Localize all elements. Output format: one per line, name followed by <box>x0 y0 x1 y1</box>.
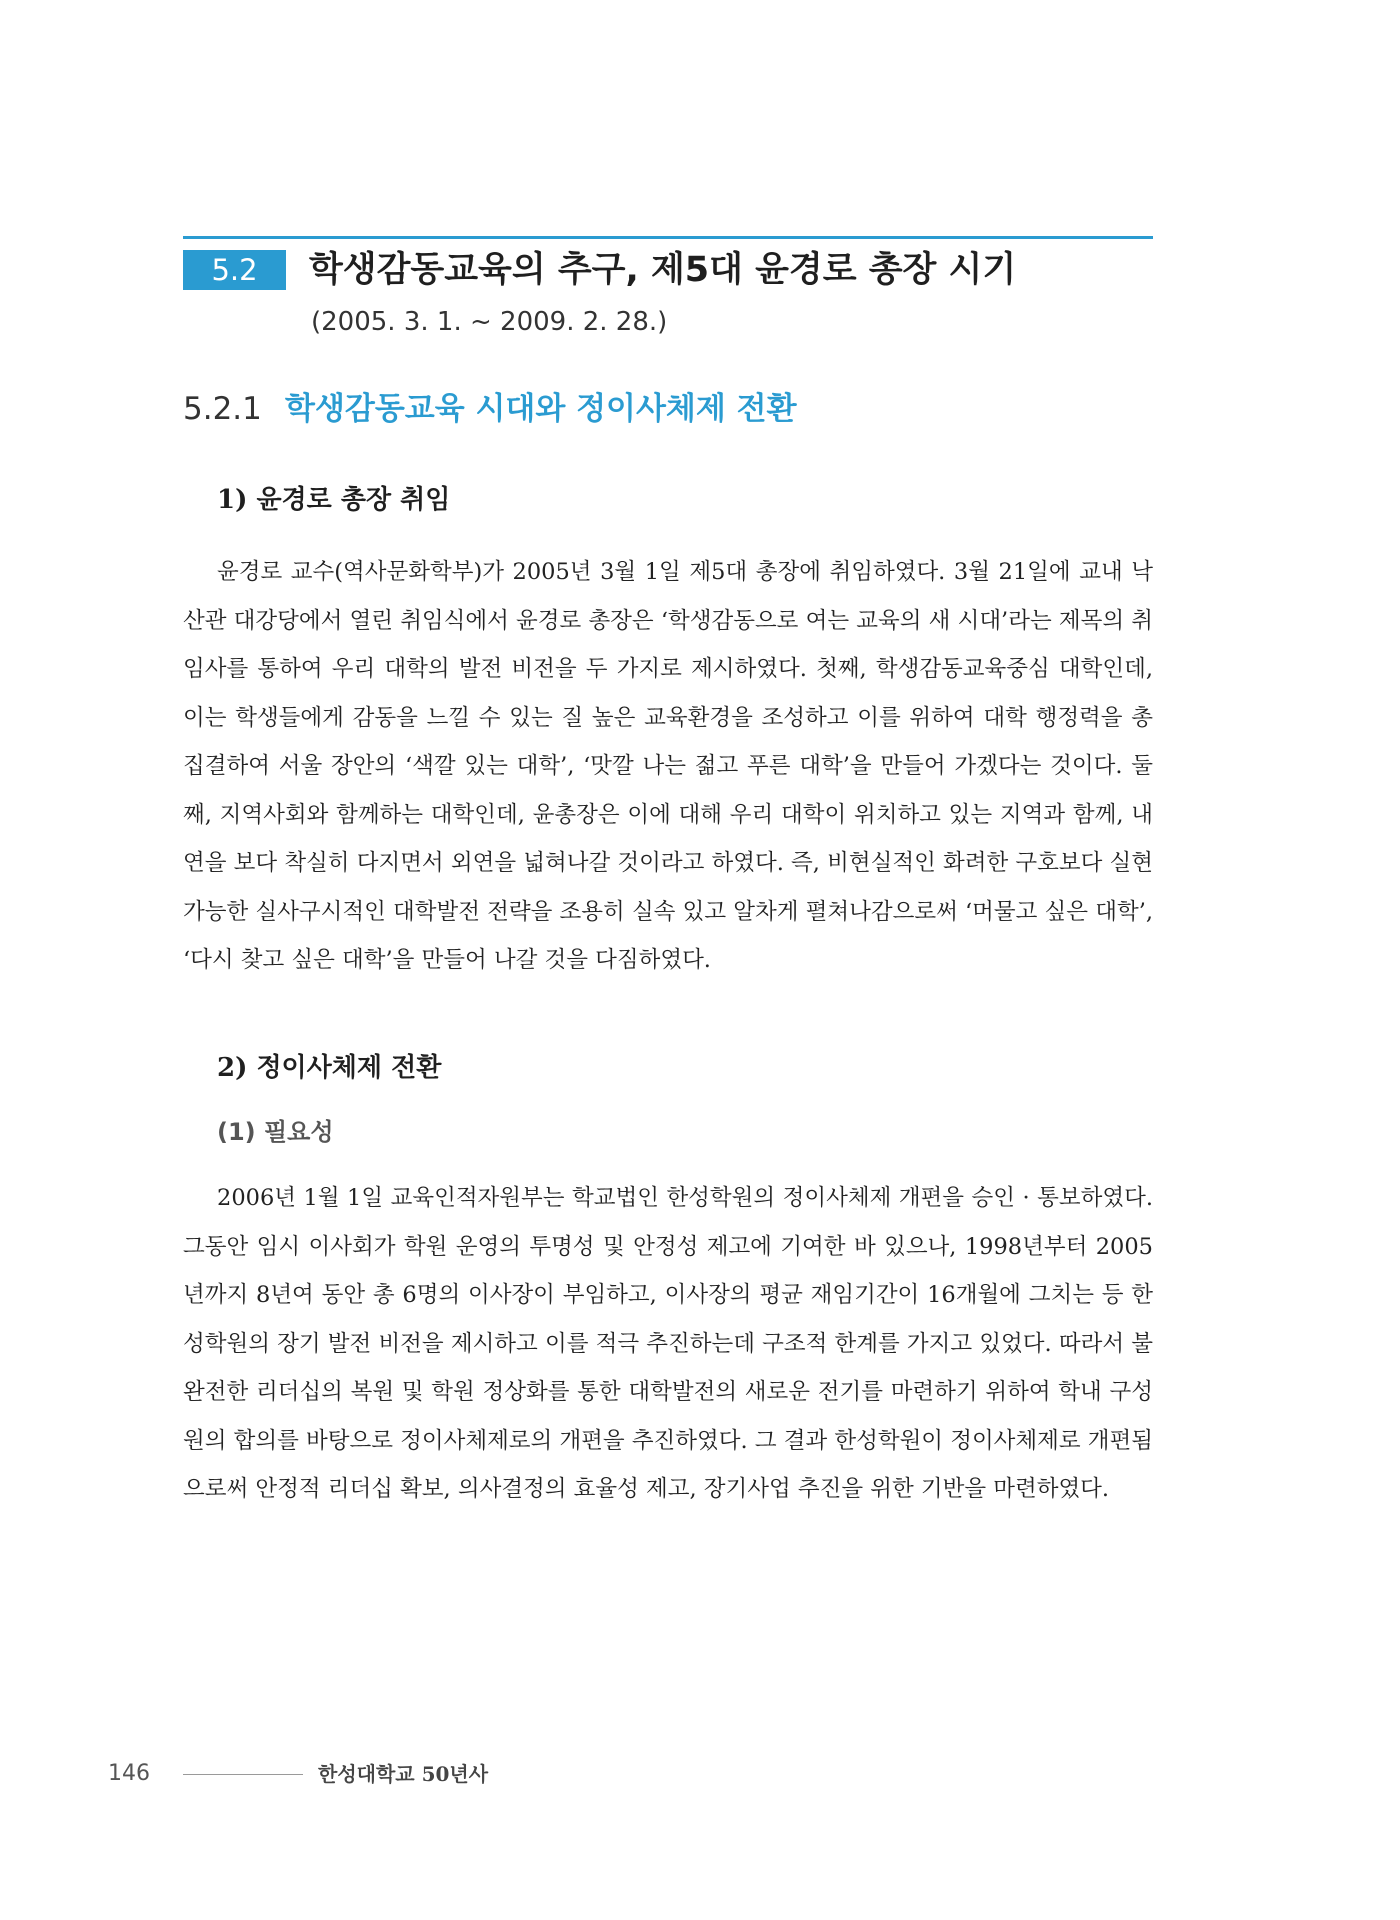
footer-rule <box>183 1774 303 1775</box>
section-title: 학생감동교육의 추구, 제5대 윤경로 총장 시기 <box>309 250 1017 290</box>
part2-subheading: (1) 필요성 <box>217 1118 334 1146</box>
section-number-badge: 5.2 <box>183 250 286 290</box>
page-number: 146 <box>108 1761 150 1786</box>
subsection-number: 5.2.1 <box>183 391 262 427</box>
section-period: (2005. 3. 1. ~ 2009. 2. 28.) <box>311 307 668 337</box>
subsection-title: 학생감동교육 시대와 정이사체제 전환 <box>285 391 797 427</box>
book-title: 한성대학교 50년사 <box>318 1762 489 1786</box>
section-top-rule <box>183 236 1153 239</box>
part2-paragraph: 2006년 1월 1일 교육인적자원부는 학교법인 한성학원의 정이사체제 개편을 승인 · 통보하였다. 그동안 임시 이사회가 학원 운영의 투명성 및 안정성 제고에 기여한 바 있으나, 1998년부터 2005년까지 8년여 동안 총 6명의 이사장이 부임하고, 이사장의 평균 재임기간이 16개월에 그치는 등 한성학원의 장기 발전 비전을 제시하고 이를 적극 추진하는데 구조적 한계를 가지고 있었다. 따라서 불완전한 리더십의 복원 및 학원 정상화를 통한 대학발전의 새로운 전기를 마련하기 위하여 학내 구성원의 합의를 바탕으로 정이사체제로의 개편을 추진하였다. 그 결과 한성학원이 정이사체제로 개편됨으로써 안정적 리더십 확보, 의사결정의 효율성 제고, 장기사업 추진을 위한 기반을 마련하였다. <box>183 1185 1153 1502</box>
part2-heading: 2) 정이사체제 전환 <box>217 1053 442 1083</box>
part1-heading: 1) 윤경로 총장 취임 <box>217 485 451 515</box>
part1-paragraph: 윤경로 교수(역사문화학부)가 2005년 3월 1일 제5대 총장에 취임하였다. 3월 21일에 교내 낙산관 대강당에서 열린 취임식에서 윤경로 총장은 ‘학생감동으로 여는 교육의 새 시대’라는 제목의 취임사를 통하여 우리 대학의 발전 비전을 두 가지로 제시하였다. 첫째, 학생감동교육중심 대학인데, 이는 학생들에게 감동을 느낄 수 있는 질 높은 교육환경을 조성하고 이를 위하여 대학 행정력을 총 집결하여 서울 장안의 ‘색깔 있는 대학’, ‘맛깔 나는 젊고 푸른 대학’을 만들어 가겠다는 것이다. 둘째, 지역사회와 함께하는 대학인데, 윤총장은 이에 대해 우리 대학이 위치하고 있는 지역과 함께, 내연을 보다 착실히 다지면서 외연을 넓혀나갈 것이라고 하였다. 즉, 비현실적인 화려한 구호보다 실현가능한 실사구시적인 대학발전 전략을 조용히 실속 있고 알차게 펼쳐나감으로써 ‘머물고 싶은 대학’, ‘다시 찾고 싶은 대학’을 만들어 나갈 것을 다짐하였다. <box>183 559 1153 973</box>
